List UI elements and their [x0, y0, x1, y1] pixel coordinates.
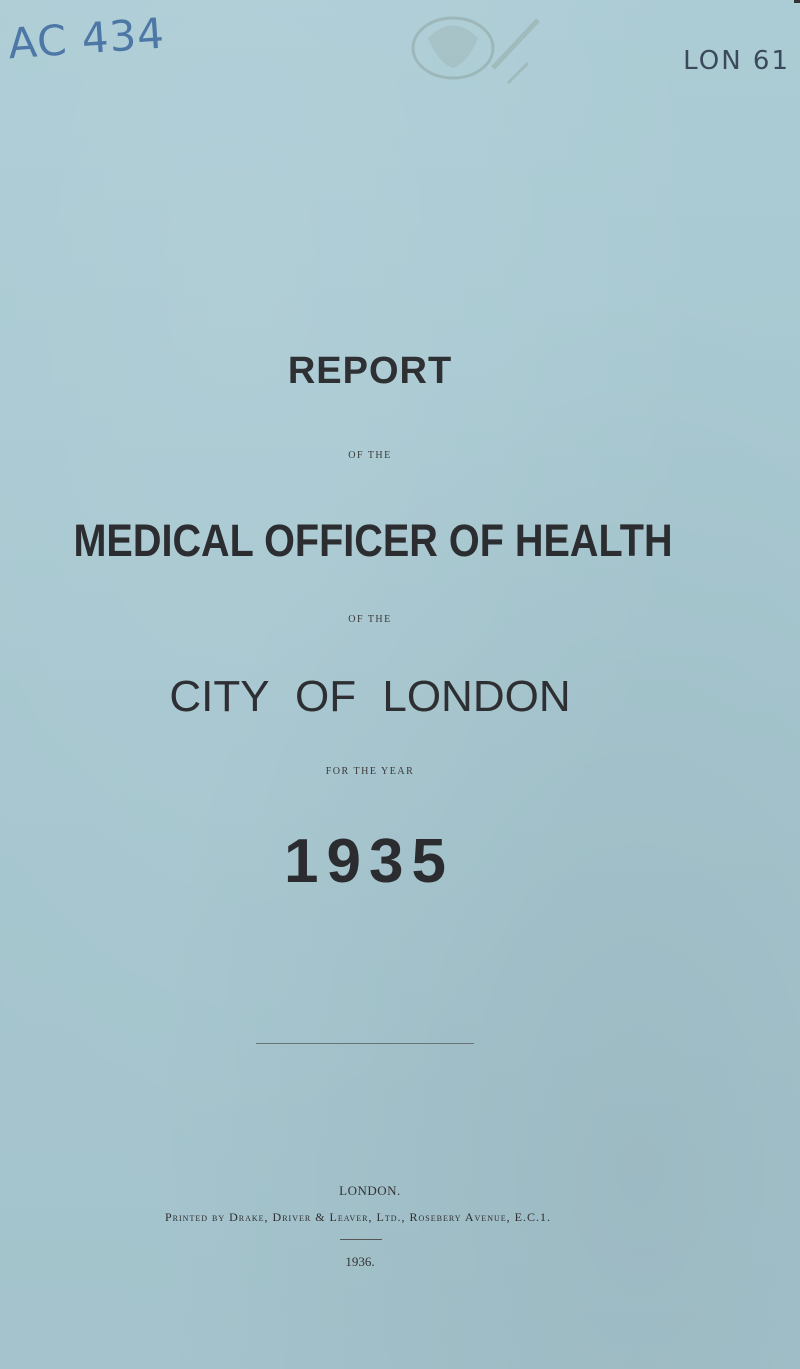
place-name: CITY OF LONDON [169, 672, 571, 721]
handwritten-catalogue-code: LON 61 [683, 46, 790, 76]
report-heading: REPORT [287, 350, 453, 392]
handwritten-accession-number: AC 434 [6, 8, 167, 69]
imprint-city: LONDON. [339, 1183, 401, 1198]
document-title: MEDICAL OFFICER OF HEALTH [73, 515, 673, 566]
for-the-year-line: FOR THE YEAR [325, 766, 415, 777]
report-year: 1935 [284, 827, 454, 896]
imprint-year: 1936. [345, 1254, 375, 1269]
imprint-rule [340, 1239, 382, 1240]
of-the-line-2: OF THE [348, 614, 392, 625]
of-the-line-1: OF THE [348, 450, 392, 461]
divider-rule [256, 1043, 474, 1044]
faded-crest-stamp [398, 8, 548, 103]
imprint-printer: Printed by Drake, Driver & Leaver, Ltd., Rosebery Avenue, E.C.1. [165, 1210, 551, 1224]
corner-mark [794, 0, 800, 3]
